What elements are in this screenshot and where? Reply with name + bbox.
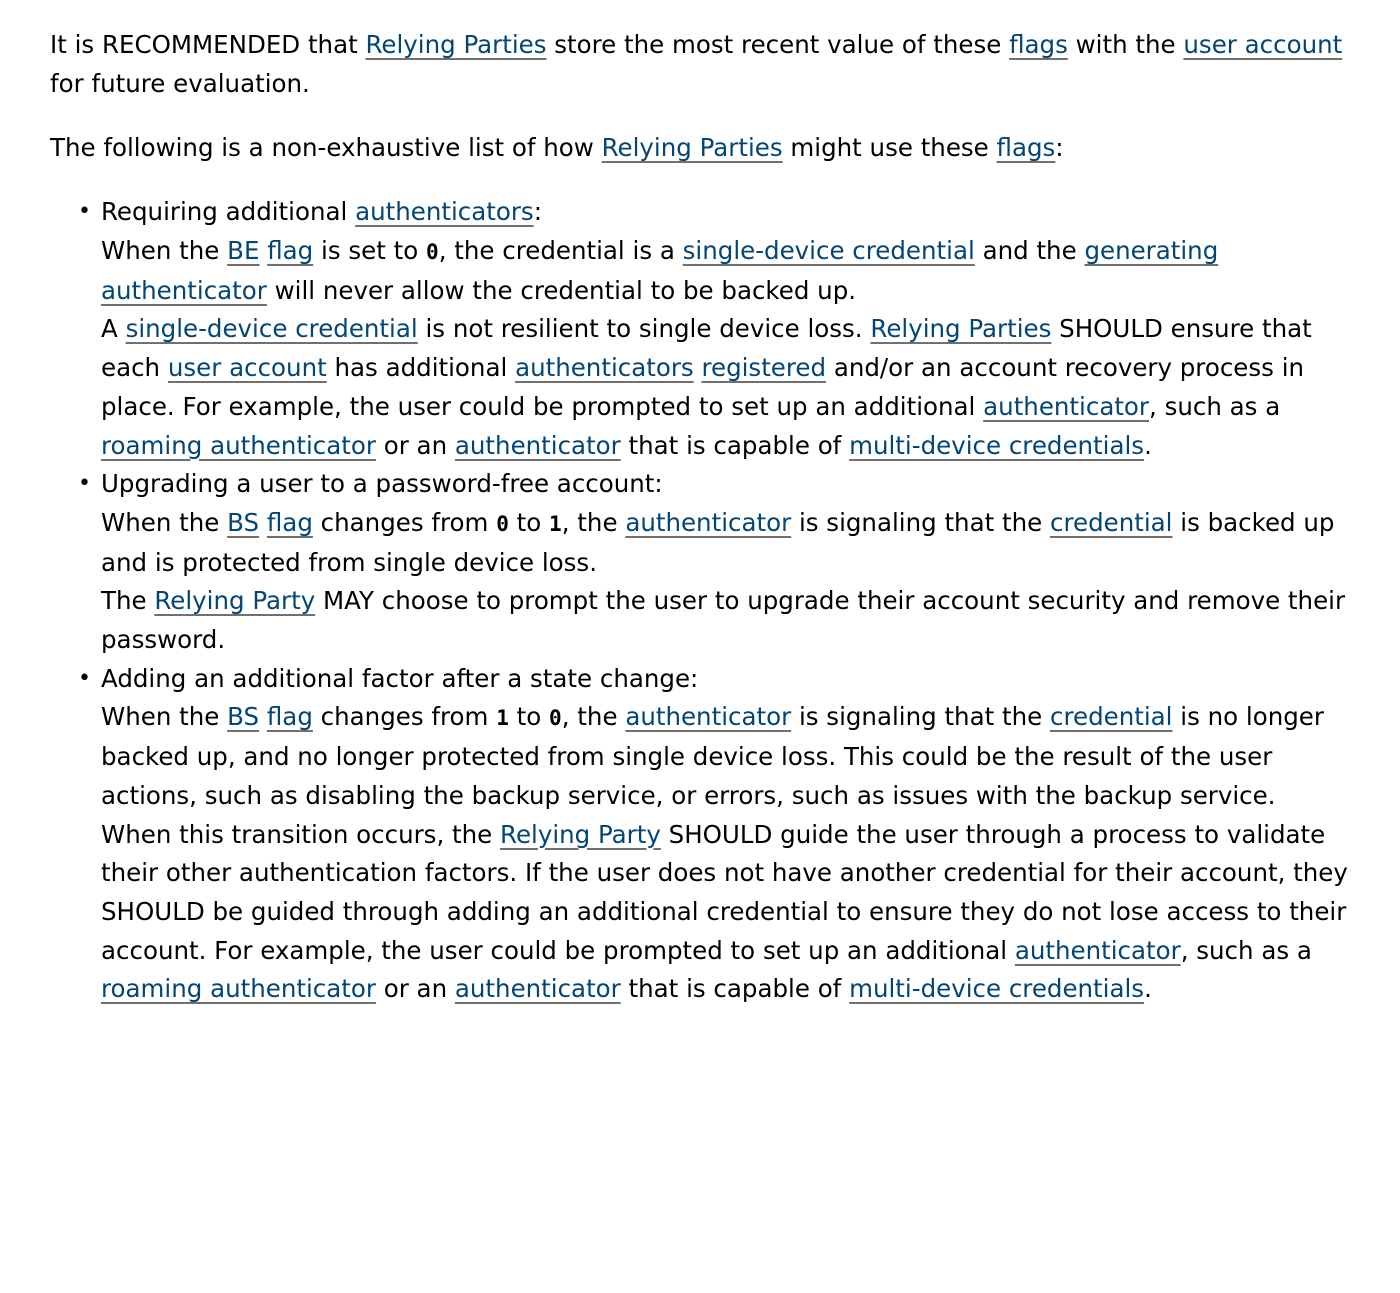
paragraph-bs-flag-1-to-0 [101, 698, 1350, 815]
link-authenticators[interactable]: authenticators [355, 197, 534, 227]
list-item-requiring-authenticators [50, 193, 1350, 465]
list-item-additional-factor [50, 660, 1350, 1009]
paragraph-single-device-resilience [101, 310, 1350, 465]
paragraph-transition-guidance [101, 816, 1350, 1010]
link-authenticator[interactable]: authenticator [625, 507, 792, 537]
text: , the [561, 507, 626, 537]
text: for future evaluation. [50, 68, 310, 98]
link-flag[interactable]: flag [266, 702, 313, 732]
text: to [508, 507, 550, 537]
link-multi-device-credentials[interactable]: multi-device credentials [849, 430, 1145, 460]
code-value: 1 [549, 510, 562, 536]
link-user-account[interactable]: user account [167, 353, 327, 383]
intro-paragraph-list-lead [50, 129, 1350, 168]
text: It is RECOMMENDED that [50, 30, 366, 59]
link-roaming-authenticator[interactable]: roaming authenticator [101, 430, 376, 460]
text: MAY choose to prompt the user to upgrade their account security and remove their password. [101, 586, 1346, 655]
text: has additional [326, 353, 516, 383]
text: . [1144, 974, 1152, 1004]
text: changes from [312, 507, 497, 537]
text: Requiring additional [101, 197, 356, 227]
link-generating-authenticator[interactable]: generating authenticator [101, 236, 1219, 305]
text: Upgrading a user to a password-free account: [101, 469, 663, 499]
text: that is capable of [620, 430, 850, 460]
text: When the [101, 236, 228, 265]
list-item-password-free-upgrade [50, 465, 1350, 660]
code-value: 0 [426, 239, 439, 264]
text: is signaling that the [791, 702, 1050, 732]
text: or an [375, 974, 455, 1004]
text: , the credential is a [438, 236, 683, 265]
text: store the most recent value of these [546, 30, 1010, 59]
text: is set to [313, 236, 426, 265]
text: SHOULD ensure that each [101, 314, 1312, 383]
text: The [101, 586, 155, 616]
code-value: 0 [496, 510, 509, 536]
link-single-device-credential[interactable]: single-device credential [682, 236, 975, 265]
text: When this transition occurs, the [101, 819, 501, 849]
link-user-account[interactable]: user account [1183, 30, 1343, 59]
text: is signaling that the [791, 507, 1050, 537]
text: is not resilient to single device loss. [417, 314, 871, 344]
text: will never allow the credential to be backed up. [266, 275, 857, 305]
intro-paragraph-recommendation [50, 26, 1350, 103]
usage-list [50, 193, 1350, 1009]
text: with the [1067, 30, 1184, 59]
paragraph-be-flag [101, 232, 1350, 310]
text: or an [375, 430, 455, 460]
text: , the [561, 702, 626, 732]
link-roaming-authenticator[interactable]: roaming authenticator [101, 974, 376, 1004]
text: Adding an additional factor after a state change: [101, 663, 699, 693]
link-flag[interactable]: flag [267, 236, 314, 265]
link-flag[interactable]: flag [266, 507, 313, 537]
text: : [533, 197, 542, 227]
link-relying-parties[interactable]: Relying Parties [601, 133, 783, 162]
link-single-device-credential[interactable]: single-device credential [125, 314, 418, 344]
text: , such as a [1180, 935, 1312, 965]
text: . [1144, 430, 1152, 460]
link-flags[interactable]: flags [1009, 30, 1068, 59]
link-be[interactable]: BE [227, 236, 260, 265]
text: , such as a [1149, 391, 1281, 421]
text: When the [101, 702, 228, 732]
link-bs[interactable]: BS [227, 702, 260, 732]
link-authenticator[interactable]: authenticator [454, 974, 621, 1004]
code-value: 0 [549, 705, 562, 731]
link-relying-parties[interactable]: Relying Parties [870, 314, 1052, 344]
text: When the [101, 507, 228, 537]
text: SHOULD guide the user through a process to validate their other authentication factors. If the user does not have another credential for their account, they SHOULD be guided through adding an additional credential to ensure they do not lose access to their account. For example, the user could be prompted to set up an additional [101, 819, 1348, 965]
text: and/or an account recovery process in place. For example, the user could be prompted to set up an additional [101, 353, 1305, 421]
link-authenticator[interactable]: authenticator [625, 702, 792, 732]
text: and the [974, 236, 1085, 265]
text: changes from [312, 702, 497, 732]
link-multi-device-credentials[interactable]: multi-device credentials [849, 974, 1145, 1004]
link-credential[interactable]: credential [1050, 702, 1173, 732]
link-relying-parties[interactable]: Relying Parties [365, 30, 547, 59]
text: that is capable of [620, 974, 850, 1004]
link-authenticators[interactable]: authenticators [515, 353, 694, 383]
list-item-lead [101, 193, 1350, 232]
text: A [101, 314, 126, 344]
text: The following is a non-exhaustive list of how [50, 133, 602, 162]
paragraph-bs-flag-0-to-1 [101, 504, 1350, 582]
code-value: 1 [496, 705, 509, 731]
link-flags[interactable]: flags [996, 133, 1056, 162]
list-item-lead [101, 465, 1350, 504]
text [259, 508, 267, 537]
text: is backed up and is protected from single device loss. [101, 507, 1335, 577]
link-bs[interactable]: BS [227, 507, 260, 537]
link-credential[interactable]: credential [1050, 507, 1173, 537]
link-relying-party[interactable]: Relying Party [154, 586, 316, 616]
text: to [508, 702, 550, 732]
text: might use these [782, 133, 997, 162]
text: is no longer backed up, and no longer protected from single device loss. This could be the result of the user actions, such as disabling the backup service, or errors, such as issues with the backup service. [101, 702, 1324, 810]
link-authenticator[interactable]: authenticator [454, 430, 621, 460]
link-registered[interactable]: registered [701, 353, 827, 383]
text: : [1055, 133, 1064, 162]
paragraph-relying-party-may-upgrade [101, 582, 1350, 659]
list-item-lead [101, 660, 1350, 699]
text [259, 702, 267, 731]
link-authenticator[interactable]: authenticator [1014, 935, 1181, 965]
link-authenticator[interactable]: authenticator [983, 391, 1149, 421]
link-relying-party[interactable]: Relying Party [500, 819, 661, 849]
